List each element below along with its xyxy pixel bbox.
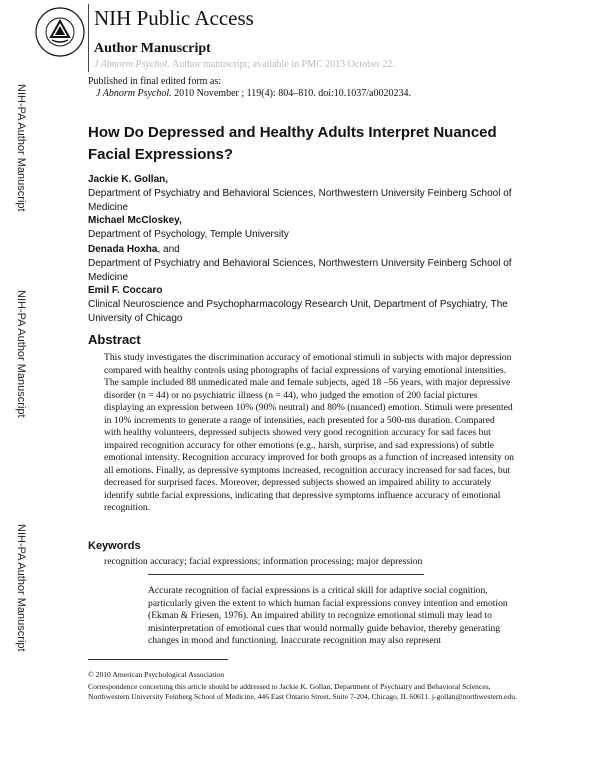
published-label: Published in final edited form as: bbox=[88, 76, 222, 87]
header-divider bbox=[88, 4, 89, 72]
abstract-text: This study investigates the discrimination accuracy of emotional stimuli in subjects with major depression compared with healthy controls using photographs of facial expressions of varying emotional intensities. The sample included 88 unmedicated male and female subjects, aged 18 –56 years, with major depressive disorder (n = 44) or no psychiatric illness (n = 44), who judged the emotion of 200 facial pictures displaying an expression between 10% (90% neutral) and 80% (nuanced) emotion. Stimuli were presented in 10% increments to generate a range of intensities, each presented for a 500-ms duration. Compared with healthy volunteers, depressed subjects showed very good recognition accuracy for sad faces but impaired recognition accuracy for other emotions (e.g., harsh, surprise, and sad expressions) of subtle emotional intensity. Recognition accuracy improved for both groups as a function of increased intensity on all emotions. Finally, as depressive symptoms increased, recognition accuracy increased for sad faces, but decreased for surprised faces. Moreover, depressed subjects showed an impaired ability to accurately identify subtle facial expressions, indicating that depressive symptoms influence accuracy of emotional recognition. bbox=[104, 352, 514, 513]
side-label-bottom: NIH-PA Author Manuscript bbox=[15, 524, 27, 652]
nih-seal-logo bbox=[34, 6, 86, 58]
author-name-2: Michael McCloskey, bbox=[88, 215, 182, 226]
keywords-heading: Keywords bbox=[88, 540, 141, 552]
availability-note bbox=[94, 59, 395, 70]
citation-journal: J Abnorm Psychol. bbox=[96, 88, 172, 99]
abstract-heading: Abstract bbox=[88, 332, 141, 347]
author-name-3-text: Denada Hoxha bbox=[88, 244, 158, 255]
side-label-top: NIH-PA Author Manuscript bbox=[15, 84, 27, 212]
citation-line bbox=[96, 88, 411, 99]
intro-paragraph: Accurate recognition of facial expressions is a critical skill for adaptive social cognition, particularly given the extent to which human facial expressions convey intention and emotion (Ekman & Friesen, 1976). An impaired ability to recognize emotional stimuli may lead to misinterpretation of emotional cues that would normally guide behavior, thereby generating changes in mood and functioning. Inaccurate recognition may also represent bbox=[148, 585, 508, 646]
author-affiliation-4: Clinical Neuroscience and Psychopharmacology Research Unit, Department of Psychiatry, The University of Chicago bbox=[88, 299, 508, 324]
availability-text: Author manuscript; available in PMC 2013 October 22. bbox=[172, 59, 395, 70]
article-title: How Do Depressed and Healthy Adults Interpret Nuanced Facial Expressions? bbox=[88, 124, 497, 163]
author-affiliation-3: Department of Psychiatry and Behavioral Sciences, Northwestern University Feinberg School of Medicine bbox=[88, 258, 512, 283]
citation-details: 2010 November ; 119(4): 804–810. doi:10.1037/a0020234. bbox=[174, 88, 411, 99]
copyright-notice: © 2010 American Psychological Association bbox=[88, 670, 225, 679]
availability-journal: J Abnorm Psychol. bbox=[94, 59, 170, 70]
footnote-divider bbox=[88, 659, 228, 660]
correspondence-note: Correspondence concerning this article should be addressed to Jackie K. Gollan, Department of Psychiatry and Behavioral Sciences, Northwestern University Feinberg School of Medicine, 446 East Ontario Street, Suite 7-204, Chicago, IL 60611. j-gollan@northwestern.edu. bbox=[88, 682, 517, 701]
author-affiliation-1: Department of Psychiatry and Behavioral Sciences, Northwestern University Feinberg School of Medicine bbox=[88, 188, 512, 213]
author-name-1: Jackie K. Gollan, bbox=[88, 174, 169, 185]
keywords-text: recognition accuracy; facial expressions; information processing; major depression bbox=[104, 556, 423, 567]
repository-title: NIH Public Access bbox=[94, 6, 254, 30]
section-divider bbox=[148, 574, 424, 575]
side-label-middle: NIH-PA Author Manuscript bbox=[15, 290, 27, 418]
author-affiliation-2: Department of Psychology, Temple University bbox=[88, 229, 289, 240]
manuscript-type: Author Manuscript bbox=[94, 41, 211, 56]
author-name-3-suffix: , and bbox=[157, 244, 180, 255]
author-name-3 bbox=[88, 244, 180, 255]
author-name-4: Emil F. Coccaro bbox=[88, 285, 163, 296]
